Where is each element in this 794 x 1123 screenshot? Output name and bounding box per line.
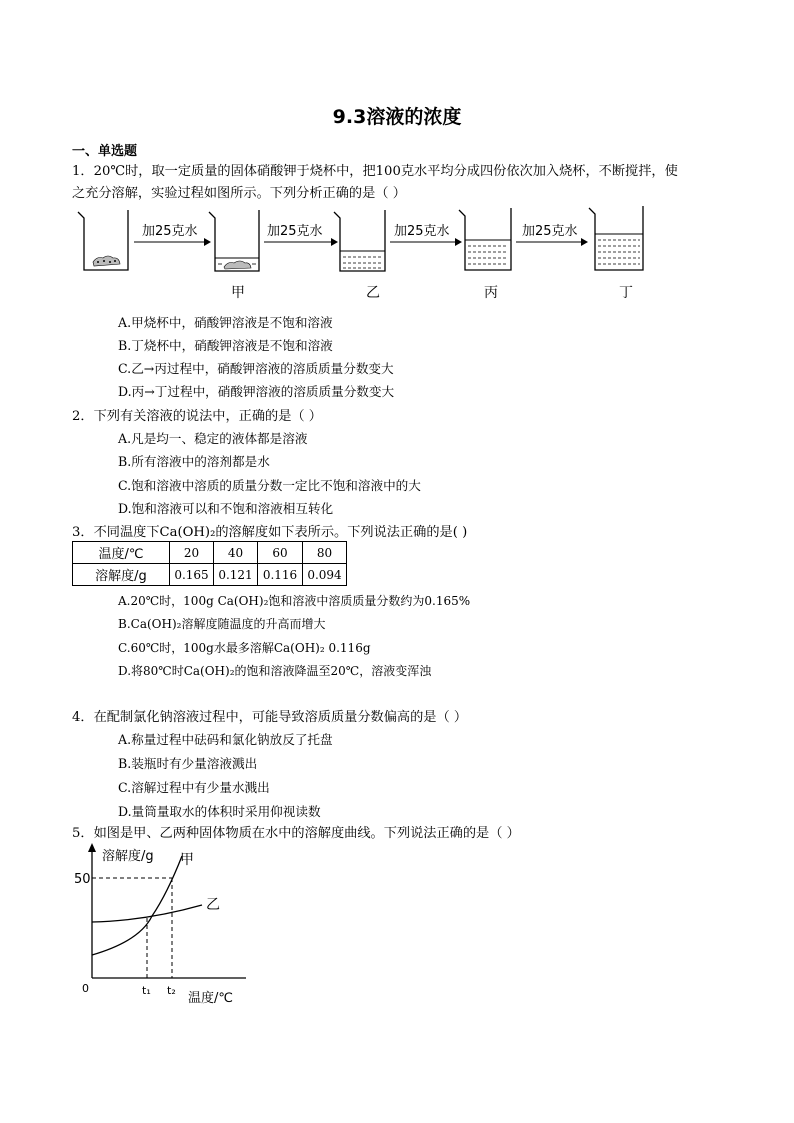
- table-cell: 60: [258, 542, 303, 564]
- beaker-ding: [589, 206, 643, 270]
- beaker-label-bing: 丙: [484, 285, 498, 301]
- curve-jia: [92, 856, 182, 955]
- table-cell: 溶解度/g: [73, 564, 170, 586]
- arrow-label-3: 加25克水: [394, 224, 450, 239]
- q2-option-c: C.饱和溶液中溶质的质量分数一定比不饱和溶液中的大: [118, 478, 421, 493]
- q3-option-c: C.60℃时，100g水最多溶解Ca(OH)₂ 0.116g: [118, 641, 371, 655]
- q4-option-c: C.溶解过程中有少量水溅出: [118, 780, 270, 795]
- origin-label: 0: [82, 982, 89, 995]
- solubility-table: [72, 541, 347, 586]
- q1-option-a: A.甲烧杯中，硝酸钾溶液是不饱和溶液: [118, 315, 333, 330]
- q1-stem-line1: 1．20℃时，取一定质量的固体硝酸钾于烧杯中，把100克水平均分成四份依次加入烧杯，不断搅拌，使: [72, 164, 678, 179]
- page-title: 9.3溶液的浓度: [332, 106, 462, 128]
- table-cell: 80: [303, 542, 347, 564]
- table-cell: 0.116: [258, 564, 303, 586]
- q1-beaker-diagram: [0, 200, 794, 308]
- y-axis-label: 溶解度/g: [102, 849, 154, 864]
- arrow-label-4: 加25克水: [522, 224, 578, 239]
- q3-stem: 3．不同温度下Ca(OH)₂的溶解度如下表所示。下列说法正确的是( ): [72, 525, 468, 540]
- arrow-label-2: 加25克水: [267, 224, 323, 239]
- q4-option-b: B.装瓶时有少量溶液溅出: [118, 756, 258, 771]
- table-cell: 0.121: [214, 564, 258, 586]
- q2-option-a: A.凡是均一、稳定的液体都是溶液: [118, 431, 308, 446]
- q3-option-d: D.将80℃时Ca(OH)₂的饱和溶液降温至20℃，溶液变浑浊: [118, 664, 432, 678]
- q1-option-d: D.丙→丁过程中，硝酸钾溶液的溶质质量分数变大: [118, 384, 395, 399]
- table-row: [73, 564, 347, 586]
- q1-option-b: B.丁烧杯中，硝酸钾溶液是不饱和溶液: [118, 338, 333, 353]
- table-cell: 温度/℃: [73, 542, 170, 564]
- y-tick-50: 50: [74, 872, 91, 887]
- table-cell: 0.165: [170, 564, 214, 586]
- q2-stem: 2．下列有关溶液的说法中，正确的是（ ）: [72, 409, 322, 424]
- beaker-yi: [334, 210, 385, 271]
- q4-option-d: D.量筒量取水的体积时采用仰视读数: [118, 804, 321, 819]
- table-cell: 20: [170, 542, 214, 564]
- beaker-initial: [78, 210, 128, 270]
- q1-stem-line2: 之充分溶解，实验过程如图所示。下列分析正确的是（ ）: [72, 186, 406, 201]
- arrow-label-1: 加25克水: [142, 224, 198, 239]
- table-cell: 40: [214, 542, 258, 564]
- curve-label-yi: 乙: [206, 897, 220, 913]
- beaker-bing: [459, 208, 511, 270]
- solubility-curve-graph: [70, 838, 260, 1010]
- q1-option-c: C.乙→丙过程中，硝酸钾溶液的溶质质量分数变大: [118, 361, 394, 376]
- x-tick-t1: t₁: [142, 984, 151, 997]
- q4-stem: 4．在配制氯化钠溶液过程中，可能导致溶质质量分数偏高的是（ ）: [72, 710, 468, 725]
- q5-stem: 5．如图是甲、乙两种固体物质在水中的溶解度曲线。下列说法正确的是（ ）: [72, 826, 520, 841]
- q4-option-a: A.称量过程中砝码和氯化钠放反了托盘: [118, 732, 333, 747]
- table-row: [73, 542, 347, 564]
- section-heading: 一、单选题: [72, 144, 138, 159]
- x-axis-label: 温度/℃: [188, 991, 233, 1006]
- q3-option-a: A.20℃时，100g Ca(OH)₂饱和溶液中溶质质量分数约为0.165%: [118, 594, 471, 608]
- q3-option-b: B.Ca(OH)₂溶解度随温度的升高而增大: [118, 617, 326, 631]
- q2-option-d: D.饱和溶液可以和不饱和溶液相互转化: [118, 501, 334, 516]
- table-cell: 0.094: [303, 564, 347, 586]
- curve-label-jia: 甲: [180, 852, 194, 868]
- q2-option-b: B.所有溶液中的溶剂都是水: [118, 454, 270, 469]
- beaker-label-ding: 丁: [619, 285, 633, 301]
- beaker-label-yi: 乙: [366, 285, 380, 301]
- beaker-label-jia: 甲: [231, 285, 245, 301]
- x-tick-t2: t₂: [167, 984, 176, 997]
- beaker-jia: [209, 210, 259, 271]
